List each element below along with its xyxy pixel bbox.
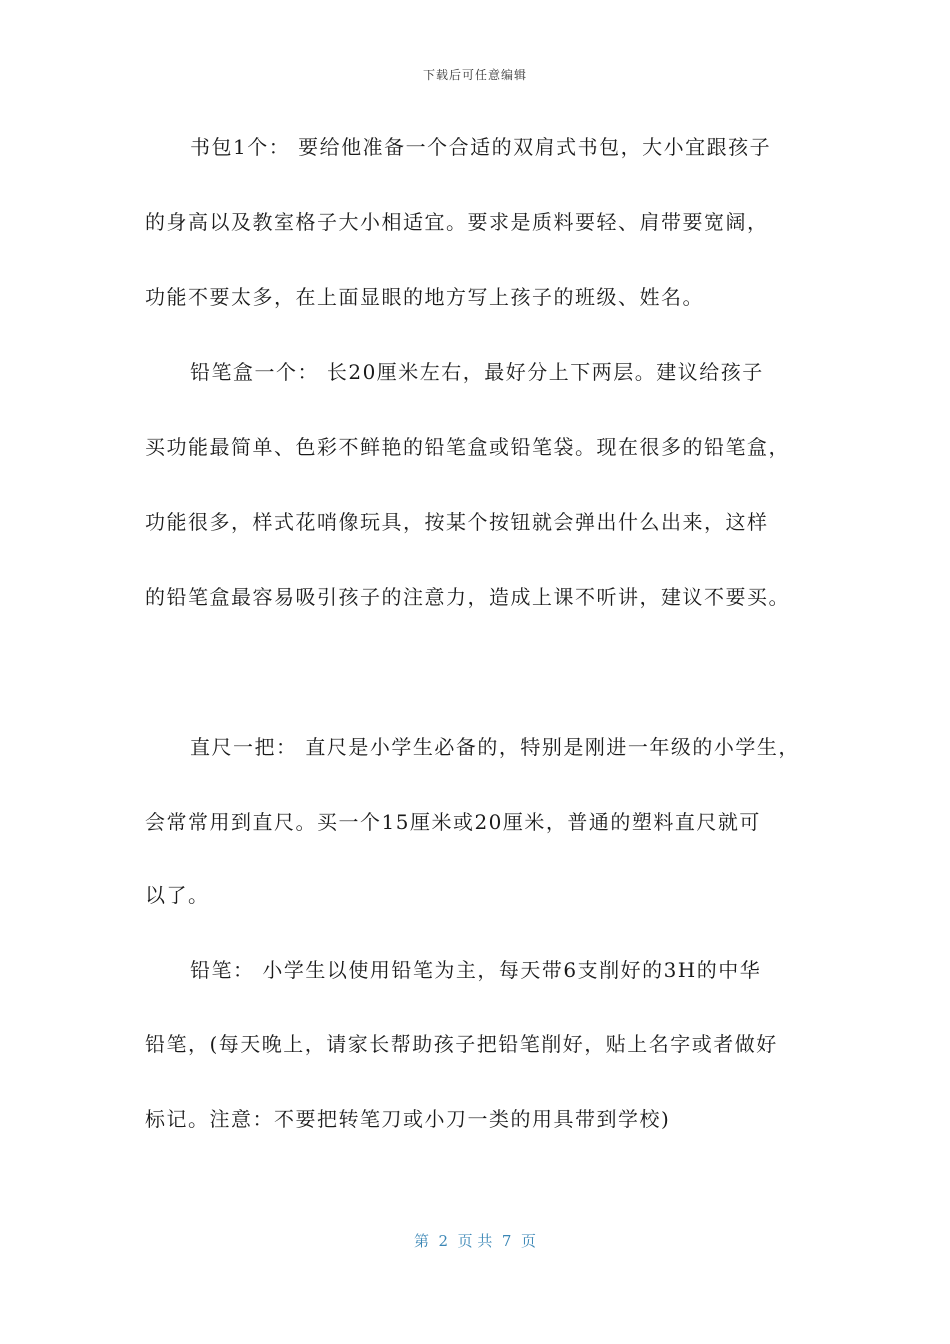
text-line: 铅笔盒一个： 长20厘米左右，最好分上下两层。建议给孩子: [190, 360, 764, 384]
text-line: 以了。: [145, 883, 210, 907]
text-line: 直尺一把： 直尺是小学生必备的，特别是刚进一年级的小学生，: [190, 735, 800, 759]
text-line: 铅笔，(每天晚上，请家长帮助孩子把铅笔削好，贴上名字或者做好: [145, 1032, 778, 1056]
text-line: 的身高以及教室格子大小相适宜。要求是质料要轻、肩带要宽阔，: [145, 210, 769, 234]
text-line: 的铅笔盒最容易吸引孩子的注意力，造成上课不听讲，建议不要买。: [145, 585, 790, 609]
text-line: 功能不要太多，在上面显眼的地方写上孩子的班级、姓名。: [145, 285, 704, 309]
text-line: 买功能最简单、色彩不鲜艳的铅笔盒或铅笔袋。现在很多的铅笔盒，: [145, 435, 790, 459]
text-line: 功能很多，样式花哨像玩具，按某个按钮就会弹出什么出来，这样: [145, 510, 769, 534]
text-line: 会常常用到直尺。买一个15厘米或20厘米，普通的塑料直尺就可: [145, 810, 761, 834]
page-footer: 第 2 页 共 7 页: [414, 1232, 536, 1250]
text-line: 铅笔： 小学生以使用铅笔为主，每天带6支削好的3H的中华: [190, 958, 762, 982]
page-header: 下载后可任意编辑: [422, 68, 527, 82]
text-line: 标记。注意：不要把转笔刀或小刀一类的用具带到学校): [145, 1107, 671, 1131]
text-line: 书包1个： 要给他准备一个合适的双肩式书包，大小宜跟孩子: [190, 135, 772, 159]
